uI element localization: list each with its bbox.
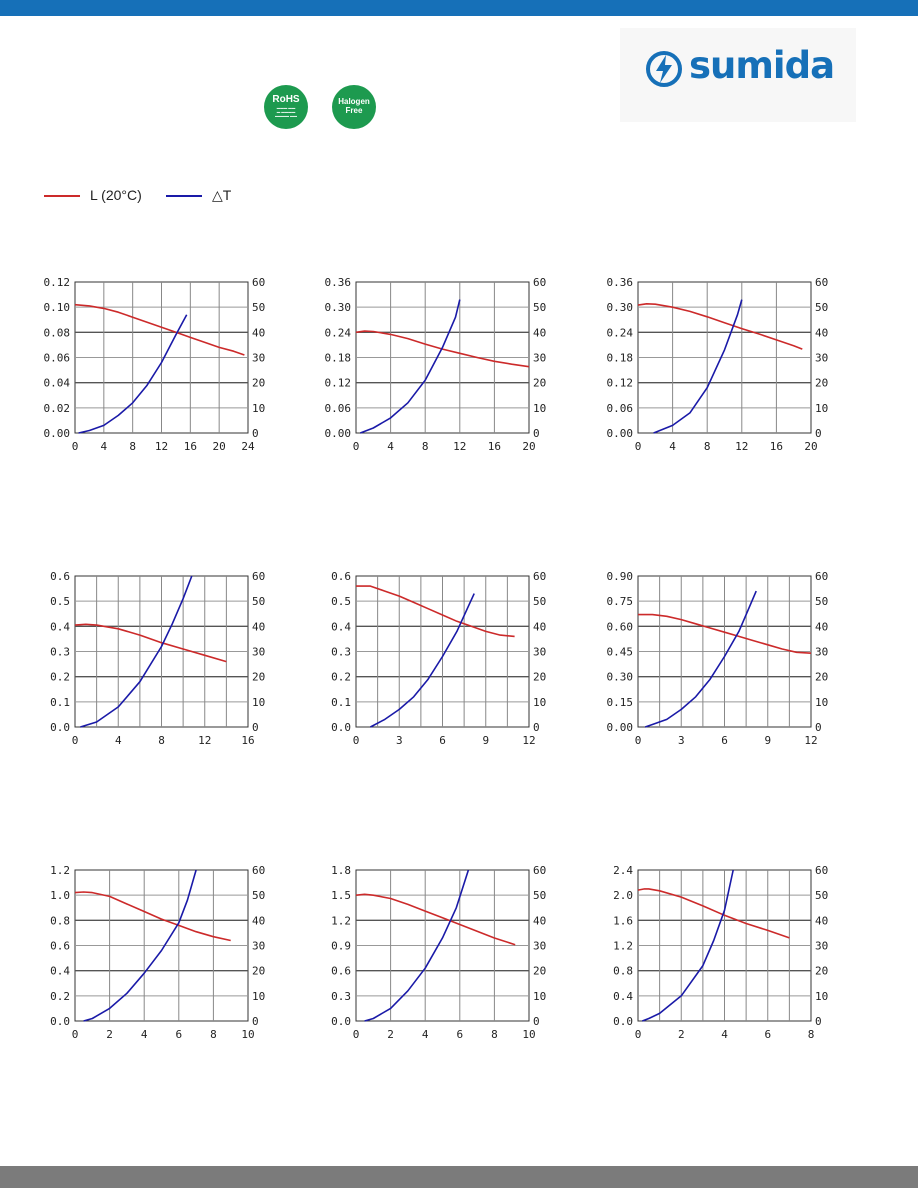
x-tick-label: 2 — [106, 1028, 113, 1041]
x-tick-label: 8 — [703, 440, 711, 453]
y-tick-label: 0.8 — [50, 914, 70, 928]
y2-tick-label: 0 — [252, 1015, 259, 1028]
x-tick-label: 8 — [421, 440, 429, 453]
x-tick-label: 10 — [522, 1028, 536, 1041]
y2-tick-label: 10 — [252, 401, 266, 415]
x-tick-label: 9 — [764, 734, 772, 747]
y-tick-label: 0.06 — [324, 401, 351, 415]
y2-tick-label: 40 — [533, 914, 547, 928]
y-tick-label: 1.0 — [50, 889, 70, 903]
y-tick-label: 0.8 — [613, 964, 633, 978]
y-tick-label: 0.06 — [606, 401, 633, 415]
chart-svg — [600, 856, 830, 1056]
chart-svg — [600, 562, 830, 762]
y2-tick-label: 20 — [252, 670, 266, 684]
sumida-logo-icon — [645, 50, 683, 88]
y2-tick-label: 20 — [252, 964, 266, 978]
y-tick-label: 1.5 — [331, 889, 351, 903]
y2-tick-label: 20 — [252, 376, 266, 390]
chart-2 — [318, 268, 548, 468]
y-tick-label: 0.0 — [331, 721, 351, 734]
rohs-badge-fine-print: ▬▬▬ ▬▬ ▬ ▬▬▬▬ ▬▬▬▬ ▬▬ — [275, 106, 297, 118]
y2-tick-label: 50 — [815, 301, 829, 315]
y-tick-label: 0.10 — [43, 301, 70, 315]
y-tick-label: 0.60 — [606, 620, 633, 634]
y2-tick-label: 10 — [533, 401, 547, 415]
x-tick-label: 8 — [129, 440, 136, 453]
y2-tick-label: 0 — [252, 427, 259, 440]
x-tick-label: 12 — [735, 440, 749, 453]
y-tick-label: 0.2 — [50, 670, 70, 684]
y-tick-label: 0.36 — [606, 276, 633, 289]
chart-svg — [37, 268, 267, 468]
y2-tick-label: 40 — [252, 326, 266, 340]
y2-tick-label: 40 — [815, 326, 829, 340]
y2-tick-label: 0 — [815, 1015, 822, 1028]
y-tick-label: 1.8 — [331, 864, 351, 877]
legend-line-red — [44, 195, 80, 197]
x-tick-label: 0 — [352, 1028, 360, 1041]
y2-tick-label: 20 — [533, 964, 547, 978]
y2-tick-label: 10 — [252, 989, 266, 1003]
y-tick-label: 0.0 — [331, 1015, 351, 1028]
x-tick-label: 2 — [387, 1028, 394, 1041]
y2-tick-label: 20 — [533, 670, 547, 684]
y2-tick-label: 10 — [252, 695, 266, 709]
x-tick-label: 6 — [439, 734, 446, 747]
y-tick-label: 0.3 — [50, 645, 70, 659]
x-tick-label: 8 — [807, 1028, 815, 1041]
y-tick-label: 1.2 — [331, 914, 351, 928]
y-tick-label: 0.0 — [50, 1015, 70, 1028]
y2-tick-label: 50 — [815, 889, 829, 903]
x-tick-label: 20 — [522, 440, 536, 453]
y2-tick-label: 10 — [815, 989, 829, 1003]
chart-svg — [37, 562, 267, 762]
chart-4 — [37, 562, 267, 762]
y2-tick-label: 50 — [815, 595, 829, 609]
y2-tick-label: 30 — [252, 351, 266, 365]
x-tick-label: 12 — [453, 440, 467, 453]
y-tick-label: 0.12 — [43, 276, 70, 289]
y-tick-label: 0.1 — [331, 695, 351, 709]
y2-tick-label: 60 — [252, 570, 266, 583]
y2-tick-label: 10 — [815, 695, 829, 709]
y-tick-label: 0.24 — [324, 326, 351, 340]
y-tick-label: 0.5 — [331, 595, 351, 609]
y-tick-label: 0.4 — [50, 620, 70, 634]
y-tick-label: 2.0 — [613, 889, 633, 903]
y2-tick-label: 10 — [815, 401, 829, 415]
y-tick-label: 0.4 — [613, 989, 633, 1003]
y-tick-label: 0.9 — [331, 939, 351, 953]
x-tick-label: 4 — [140, 1028, 148, 1041]
x-tick-label: 12 — [522, 734, 536, 747]
y2-tick-label: 60 — [815, 276, 829, 289]
chart-7 — [37, 856, 267, 1056]
y-tick-label: 0.90 — [606, 570, 633, 583]
y-tick-label: 0.00 — [606, 721, 633, 734]
y-tick-label: 0.04 — [43, 376, 70, 390]
y-tick-label: 0.30 — [606, 670, 633, 684]
y2-tick-label: 40 — [533, 326, 547, 340]
y2-tick-label: 40 — [533, 620, 547, 634]
y2-tick-label: 60 — [533, 864, 547, 877]
y2-tick-label: 60 — [533, 570, 547, 583]
halogen-badge-line2: Free — [345, 106, 363, 115]
halogen-badge-line1: Halogen — [338, 97, 370, 106]
y-tick-label: 1.2 — [613, 939, 633, 953]
y2-tick-label: 30 — [533, 645, 547, 659]
y-tick-label: 0.06 — [43, 351, 70, 365]
y-tick-label: 0.24 — [606, 326, 633, 340]
y2-tick-label: 60 — [533, 276, 547, 289]
y-tick-label: 0.0 — [50, 721, 70, 734]
y2-tick-label: 0 — [533, 1015, 540, 1028]
x-tick-label: 12 — [154, 440, 169, 453]
y-tick-label: 1.6 — [613, 914, 633, 928]
y-tick-label: 0.0 — [613, 1015, 633, 1028]
y-tick-label: 0.3 — [331, 989, 351, 1003]
x-tick-label: 16 — [769, 440, 784, 453]
x-tick-label: 12 — [804, 734, 818, 747]
x-tick-label: 0 — [71, 440, 79, 453]
y2-tick-label: 30 — [252, 939, 266, 953]
y-tick-label: 0.00 — [606, 427, 633, 440]
y-tick-label: 0.36 — [324, 276, 351, 289]
x-tick-label: 4 — [669, 440, 676, 453]
x-tick-label: 3 — [677, 734, 685, 747]
y2-tick-label: 60 — [252, 864, 266, 877]
y2-tick-label: 40 — [815, 620, 829, 634]
y2-tick-label: 0 — [533, 427, 540, 440]
y-tick-label: 0.12 — [324, 376, 351, 390]
y2-tick-label: 10 — [533, 989, 547, 1003]
y2-tick-label: 50 — [533, 889, 547, 903]
chart-svg — [37, 856, 267, 1056]
y-tick-label: 0.00 — [43, 427, 70, 440]
x-tick-label: 6 — [175, 1028, 183, 1041]
y-tick-label: 0.18 — [324, 351, 351, 365]
y2-tick-label: 40 — [252, 620, 266, 634]
chart-svg — [318, 268, 548, 468]
sumida-logo — [620, 28, 856, 122]
halogen-free-badge — [332, 85, 376, 129]
x-tick-label: 4 — [387, 440, 394, 453]
y-tick-label: 0.08 — [43, 326, 70, 340]
y-tick-label: 0.1 — [50, 695, 70, 709]
y2-tick-label: 0 — [533, 721, 540, 734]
x-tick-label: 2 — [677, 1028, 685, 1041]
x-tick-label: 20 — [804, 440, 818, 453]
y-tick-label: 0.2 — [331, 670, 351, 684]
x-tick-label: 0 — [71, 1028, 79, 1041]
rohs-badge-title: RoHS — [272, 94, 300, 105]
chart-6 — [600, 562, 830, 762]
y-tick-label: 0.75 — [606, 595, 633, 609]
x-tick-label: 24 — [241, 440, 255, 453]
x-tick-label: 12 — [198, 734, 212, 747]
x-tick-label: 10 — [241, 1028, 255, 1041]
y2-tick-label: 40 — [815, 914, 829, 928]
y2-tick-label: 50 — [252, 301, 266, 315]
y-tick-label: 0.6 — [331, 570, 351, 583]
chart-9 — [600, 856, 830, 1056]
rohs-badge — [264, 85, 308, 129]
y2-tick-label: 0 — [815, 427, 822, 440]
y2-tick-label: 30 — [252, 645, 266, 659]
x-tick-label: 0 — [352, 440, 360, 453]
y2-tick-label: 30 — [533, 351, 547, 365]
x-tick-label: 0 — [634, 1028, 642, 1041]
chart-3 — [600, 268, 830, 468]
y-tick-label: 0.18 — [606, 351, 633, 365]
y2-tick-label: 20 — [815, 964, 829, 978]
y2-tick-label: 50 — [533, 301, 547, 315]
x-tick-label: 0 — [352, 734, 360, 747]
y-tick-label: 0.02 — [43, 401, 70, 415]
x-tick-label: 4 — [114, 734, 122, 747]
header-bar — [0, 0, 918, 16]
x-tick-label: 0 — [634, 734, 642, 747]
x-tick-label: 3 — [395, 734, 403, 747]
y2-tick-label: 30 — [815, 645, 829, 659]
x-tick-label: 4 — [421, 1028, 429, 1041]
logo-text: sumida — [689, 44, 835, 87]
x-tick-label: 0 — [634, 440, 642, 453]
y-tick-label: 0.45 — [606, 645, 633, 659]
x-tick-label: 9 — [482, 734, 490, 747]
y-tick-label: 0.00 — [324, 427, 351, 440]
chart-svg — [318, 856, 548, 1056]
chart-8 — [318, 856, 548, 1056]
y-tick-label: 0.6 — [50, 939, 70, 953]
y2-tick-label: 50 — [533, 595, 547, 609]
x-tick-label: 6 — [721, 734, 728, 747]
x-tick-label: 4 — [721, 1028, 728, 1041]
y2-tick-label: 30 — [815, 939, 829, 953]
y-tick-label: 0.4 — [331, 620, 351, 634]
y2-tick-label: 0 — [252, 721, 259, 734]
x-tick-label: 4 — [100, 440, 108, 453]
y2-tick-label: 60 — [815, 864, 829, 877]
x-tick-label: 8 — [158, 734, 165, 747]
y2-tick-label: 60 — [815, 570, 829, 583]
y-tick-label: 0.6 — [331, 964, 351, 978]
y-tick-label: 1.2 — [50, 864, 70, 877]
y2-tick-label: 20 — [815, 670, 829, 684]
chart-svg — [600, 268, 830, 468]
x-tick-label: 16 — [241, 734, 255, 747]
y2-tick-label: 40 — [252, 914, 266, 928]
y2-tick-label: 30 — [815, 351, 829, 365]
y2-tick-label: 0 — [815, 721, 822, 734]
legend-line-blue — [166, 195, 202, 197]
y-tick-label: 0.6 — [50, 570, 70, 583]
y-tick-label: 2.4 — [613, 864, 633, 877]
chart-5 — [318, 562, 548, 762]
y2-tick-label: 30 — [533, 939, 547, 953]
x-tick-label: 8 — [491, 1028, 498, 1041]
legend-label-temperature-rise: △T — [212, 187, 232, 203]
y2-tick-label: 50 — [252, 595, 266, 609]
footer-bar — [0, 1166, 918, 1188]
y2-tick-label: 50 — [252, 889, 266, 903]
legend-label-inductance: L (20°C) — [90, 187, 142, 203]
chart-1 — [37, 268, 267, 468]
x-tick-label: 20 — [212, 440, 226, 453]
x-tick-label: 8 — [210, 1028, 217, 1041]
chart-svg — [318, 562, 548, 762]
y-tick-label: 0.30 — [324, 301, 351, 315]
y-tick-label: 0.2 — [50, 989, 70, 1003]
y2-tick-label: 60 — [252, 276, 266, 289]
y-tick-label: 0.30 — [606, 301, 633, 315]
y-tick-label: 0.15 — [606, 695, 633, 709]
x-tick-label: 16 — [183, 440, 197, 453]
x-tick-label: 0 — [71, 734, 79, 747]
y2-tick-label: 10 — [533, 695, 547, 709]
x-tick-label: 16 — [487, 440, 502, 453]
x-tick-label: 6 — [456, 1028, 464, 1041]
y-tick-label: 0.4 — [50, 964, 70, 978]
y2-tick-label: 20 — [533, 376, 547, 390]
y-tick-label: 0.3 — [331, 645, 351, 659]
y-tick-label: 0.12 — [606, 376, 633, 390]
y2-tick-label: 20 — [815, 376, 829, 390]
y-tick-label: 0.5 — [50, 595, 70, 609]
x-tick-label: 6 — [764, 1028, 772, 1041]
